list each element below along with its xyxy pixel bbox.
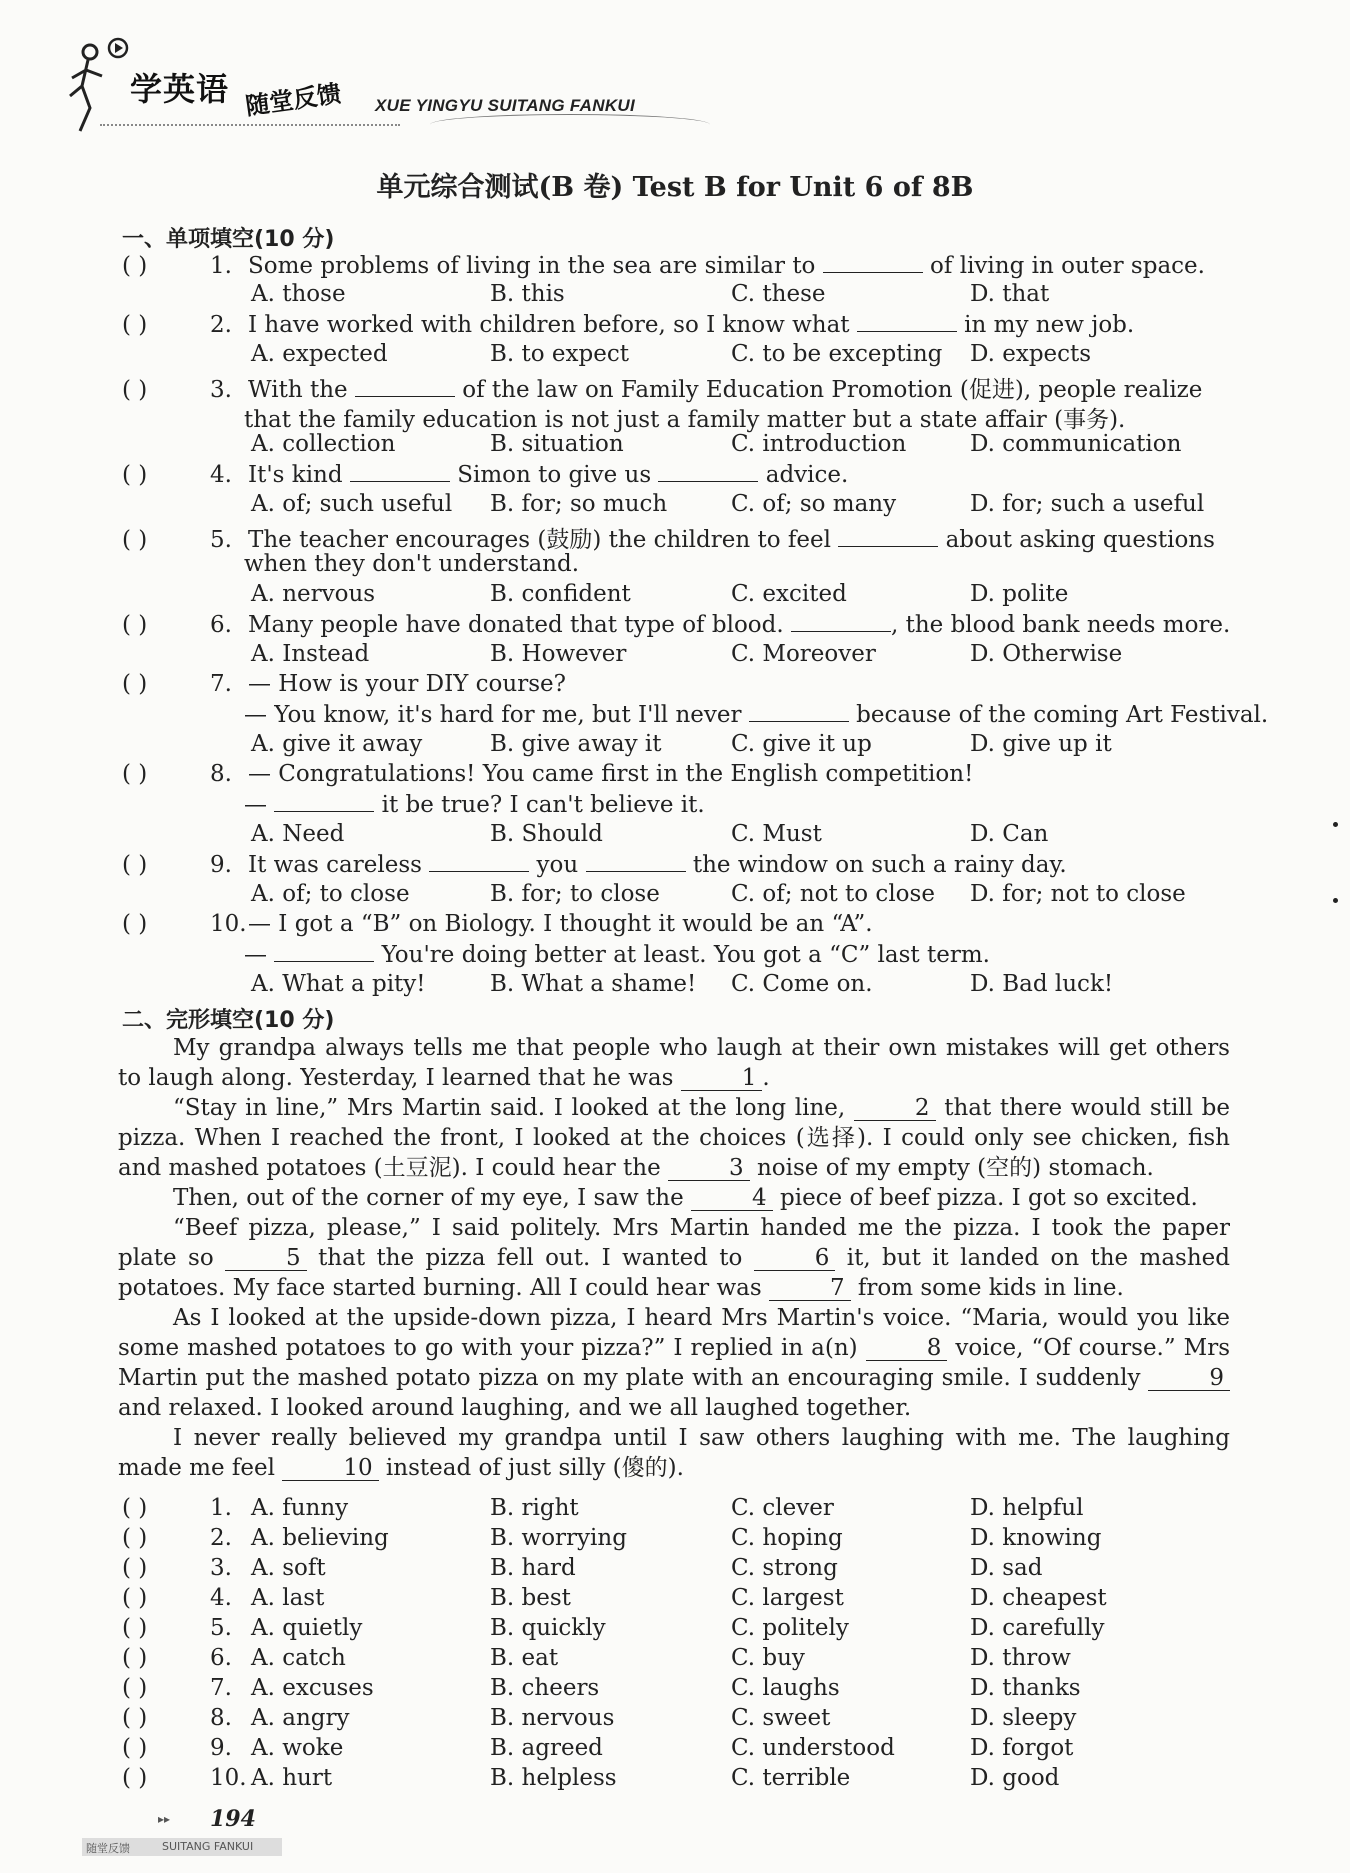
answer-paren[interactable]: ( )	[122, 1765, 148, 1791]
option: D. give up it	[970, 731, 1112, 757]
cloze-blank: 8	[866, 1336, 948, 1361]
option: D. for; not to close	[970, 881, 1186, 907]
option: A. nervous	[251, 581, 376, 607]
question-2: ( ) 2. I have worked with children before, so I know what in my new job.	[122, 312, 1135, 338]
option: C. these	[731, 281, 826, 307]
option: C. of; not to close	[731, 881, 935, 907]
option: B. for; to close	[490, 881, 660, 907]
question-1: ( ) 1. Some problems of living in the sea are similar to of living in outer space.	[122, 253, 1205, 279]
option: B. agreed	[490, 1735, 603, 1761]
option: D. good	[970, 1765, 1060, 1791]
cloze-question-10: ( ) 10.	[122, 1765, 247, 1791]
option: A. excuses	[251, 1675, 374, 1701]
option: D. for; such a useful	[970, 491, 1205, 517]
option: D. sad	[970, 1555, 1043, 1581]
option: A. believing	[251, 1525, 389, 1551]
paragraph: “Stay in line,” Mrs Martin said. I looked at the long line, 2 that there would still be pizza. When I reached the front, I looked at the choices (选择). I could only see chicken, fish and mashed potatoes (土豆泥). I could hear the 3 noise of my empty (空的) stomach.	[118, 1095, 1231, 1181]
option: A. What a pity!	[251, 971, 426, 997]
runner-icon	[60, 36, 130, 136]
header-logo	[60, 36, 660, 136]
page-number: 194	[210, 1806, 256, 1832]
option: D. cheapest	[970, 1585, 1107, 1611]
paragraph: As I looked at the upside-down pizza, I heard Mrs Martin's voice. “Maria, would you like some mashed potatoes to go with your pizza?” I replied in a(n) 8 voice, “Of course.” Mrs Martin put the mashed potato pizza on my plate with an encouraging smile. I suddenly 9 and relaxed. I looked around laughing, and we all laughed together.	[118, 1305, 1231, 1421]
option: D. Bad luck!	[970, 971, 1114, 997]
cloze-question-3: ( ) 3.	[122, 1555, 232, 1581]
option: B. cheers	[490, 1675, 600, 1701]
option: C. of; so many	[731, 491, 897, 517]
blank	[658, 461, 758, 482]
question-9: ( ) 9. It was careless you the window on such a rainy day.	[122, 852, 1067, 878]
option: B. confident	[490, 581, 631, 607]
question-8-line2: — it be true? I can't believe it.	[244, 792, 705, 818]
option: D. knowing	[970, 1525, 1102, 1551]
option: B. best	[490, 1585, 571, 1611]
option: C. laughs	[731, 1675, 840, 1701]
question-4: ( ) 4. It's kind Simon to give us advice.	[122, 462, 849, 488]
page-title: 单元综合测试(B 卷) Test B for Unit 6 of 8B	[376, 172, 974, 203]
blank	[749, 701, 849, 722]
blank	[274, 941, 374, 962]
option: C. Come on.	[731, 971, 873, 997]
cloze-blank: 5	[225, 1246, 307, 1271]
option: B. this	[490, 281, 565, 307]
option: D. Otherwise	[970, 641, 1123, 667]
option: B. Should	[490, 821, 603, 847]
option: C. sweet	[731, 1705, 831, 1731]
option: C. clever	[731, 1495, 834, 1521]
cloze-blank: 7	[769, 1276, 851, 1301]
option: B. situation	[490, 431, 624, 457]
blank	[274, 791, 374, 812]
option: B. However	[490, 641, 627, 667]
answer-paren[interactable]: ( )	[122, 1525, 148, 1551]
option: D. forgot	[970, 1735, 1074, 1761]
question-6: ( ) 6. Many people have donated that type of blood. , the blood bank needs more.	[122, 612, 1231, 638]
option: B. eat	[490, 1645, 559, 1671]
paragraph: Then, out of the corner of my eye, I saw the 4 piece of beef pizza. I got so excited.	[173, 1185, 1198, 1211]
question-7: ( ) 7. — How is your DIY course?	[122, 671, 566, 697]
option: D. carefully	[970, 1615, 1105, 1641]
answer-paren[interactable]: ( )	[122, 1495, 148, 1521]
option: B. worrying	[490, 1525, 627, 1551]
blank	[823, 252, 923, 273]
header-arc-line	[430, 114, 710, 135]
section1-heading: 一、单项填空(10 分)	[122, 227, 335, 252]
question-3: ( ) 3. With the of the law on Family Education Promotion (促进), people realize	[122, 377, 1203, 403]
answer-paren[interactable]: ( )	[122, 1735, 148, 1761]
option: D. sleepy	[970, 1705, 1077, 1731]
option: A. angry	[251, 1705, 350, 1731]
cloze-question-2: ( ) 2.	[122, 1525, 232, 1551]
option: A. expected	[251, 341, 388, 367]
option: A. collection	[251, 431, 396, 457]
option: A. funny	[251, 1495, 349, 1521]
blank	[857, 311, 957, 332]
cloze-blank: 1	[681, 1066, 763, 1091]
blank	[791, 611, 891, 632]
answer-paren[interactable]: ( )	[122, 1615, 148, 1641]
option: A. hurt	[251, 1765, 333, 1791]
option: C. largest	[731, 1585, 844, 1611]
option: B. right	[490, 1495, 579, 1521]
cloze-passage	[118, 1033, 1230, 1483]
option: A. woke	[251, 1735, 344, 1761]
option: B. to expect	[490, 341, 629, 367]
option: B. for; so much	[490, 491, 668, 517]
option: B. quickly	[490, 1615, 606, 1641]
cloze-blank: 6	[754, 1246, 836, 1271]
option: D. expects	[970, 341, 1092, 367]
paragraph: I never really believed my grandpa until I saw others laughing with me. The laughing made me feel 10 instead of just silly (傻的).	[118, 1425, 1230, 1481]
option: D. helpful	[970, 1495, 1084, 1521]
option: B. helpless	[490, 1765, 617, 1791]
answer-paren[interactable]: ( )	[122, 1645, 148, 1671]
option: B. hard	[490, 1555, 576, 1581]
blank	[838, 526, 938, 547]
option: D. polite	[970, 581, 1069, 607]
footer-bar: 随堂反馈 SUITANG FANKUI	[82, 1838, 282, 1856]
blank	[429, 851, 529, 872]
question-10-line2: — You're doing better at least. You got a “C” last term.	[244, 942, 990, 968]
question-5: ( ) 5. The teacher encourages (鼓励) the children to feel about asking questions	[122, 527, 1215, 553]
option: C. politely	[731, 1615, 849, 1641]
paragraph: “Beef pizza, please,” I said politely. Mrs Martin handed me the pizza. I took the paper plate so 5 that the pizza fell out. I wanted to 6 it, but it landed on the mashed potatoes. My face started burning. All I could hear was 7 from some kids in line.	[118, 1215, 1231, 1301]
option: A. of; such useful	[251, 491, 453, 517]
question-3-line2: that the family education is not just a family matter but a state affair (事务).	[244, 407, 1126, 433]
option: A. Instead	[251, 641, 370, 667]
option: A. soft	[251, 1555, 326, 1581]
question-8: ( ) 8. — Congratulations! You came first in the English competition!	[122, 761, 974, 787]
blank	[355, 376, 455, 397]
cloze-blank: 10	[282, 1456, 378, 1481]
cloze-blank: 2	[854, 1096, 936, 1121]
option: C. hoping	[731, 1525, 843, 1551]
brand-chinese: 学英语	[130, 70, 230, 108]
brand-english: XUE YINGYU SUITANG FANKUI	[375, 96, 636, 115]
brand-chinese-secondary: 随堂反馈	[243, 79, 343, 121]
cloze-question-4: ( ) 4.	[122, 1585, 232, 1611]
option: D. throw	[970, 1645, 1071, 1671]
cloze-question-8: ( ) 8.	[122, 1705, 232, 1731]
option: C. to be excepting	[731, 341, 943, 367]
option: D. that	[970, 281, 1050, 307]
cloze-blank: 9	[1148, 1366, 1230, 1391]
margin-dot	[1333, 898, 1338, 903]
option: D. Can	[970, 821, 1049, 847]
question-7-line2: — You know, it's hard for me, but I'll never because of the coming Art Festival.	[244, 702, 1269, 728]
option: D. communication	[970, 431, 1182, 457]
option: C. excited	[731, 581, 847, 607]
option: D. thanks	[970, 1675, 1081, 1701]
cloze-question-1: ( ) 1.	[122, 1495, 232, 1521]
cloze-question-7: ( ) 7.	[122, 1675, 232, 1701]
answer-paren[interactable]: ( )	[122, 1585, 148, 1611]
option: C. introduction	[731, 431, 907, 457]
footer-arrow-icon: ▸▸	[158, 1812, 171, 1826]
cloze-blank: 4	[691, 1186, 773, 1211]
option: C. understood	[731, 1735, 895, 1761]
option: A. those	[251, 281, 346, 307]
question-10: ( ) 10.— I got a “B” on Biology. I thought it would be an “A”.	[122, 911, 873, 937]
cloze-blank: 3	[668, 1156, 750, 1181]
answer-paren[interactable]: ( )	[122, 253, 148, 279]
option: C. terrible	[731, 1765, 851, 1791]
cloze-question-5: ( ) 5.	[122, 1615, 232, 1641]
option: A. last	[251, 1585, 325, 1611]
blank	[586, 851, 686, 872]
question-5-line2: when they don't understand.	[244, 551, 580, 577]
section2-heading: 二、完形填空(10 分)	[122, 1008, 335, 1033]
blank	[350, 461, 450, 482]
option: B. nervous	[490, 1705, 615, 1731]
option: A. give it away	[251, 731, 423, 757]
option: B. give away it	[490, 731, 662, 757]
option: A. of; to close	[251, 881, 410, 907]
option: C. Must	[731, 821, 822, 847]
answer-paren[interactable]: ( )	[122, 1705, 148, 1731]
margin-dot	[1333, 822, 1338, 827]
option: C. give it up	[731, 731, 872, 757]
option: A. quietly	[251, 1615, 363, 1641]
option: B. What a shame!	[490, 971, 697, 997]
cloze-question-6: ( ) 6.	[122, 1645, 232, 1671]
option: C. strong	[731, 1555, 838, 1581]
option: C. Moreover	[731, 641, 876, 667]
header-dotted-line	[100, 124, 400, 126]
cloze-question-9: ( ) 9.	[122, 1735, 232, 1761]
option: A. Need	[251, 821, 345, 847]
answer-paren[interactable]: ( )	[122, 1675, 148, 1701]
paragraph: My grandpa always tells me that people who laugh at their own mistakes will get others to laugh along. Yesterday, I learned that he was 1 .	[118, 1035, 1230, 1091]
answer-paren[interactable]: ( )	[122, 1555, 148, 1581]
option: A. catch	[251, 1645, 346, 1671]
option: C. buy	[731, 1645, 805, 1671]
